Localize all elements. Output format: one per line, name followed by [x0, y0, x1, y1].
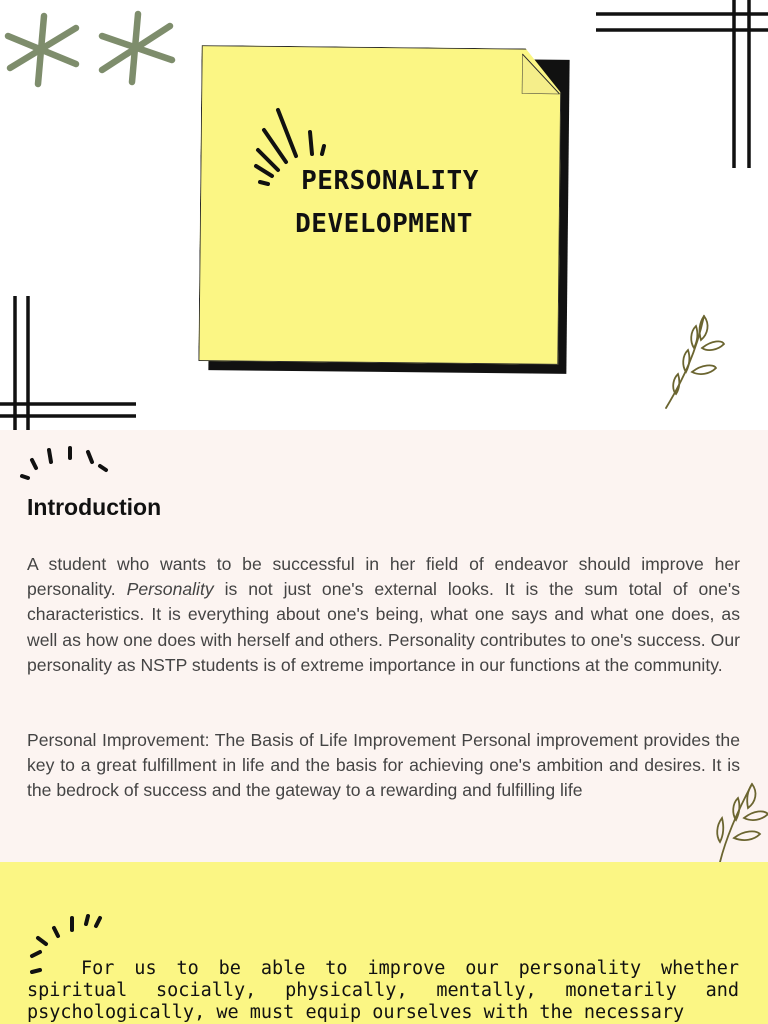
corner-lines-top-right	[590, 0, 768, 172]
bottom-paragraph: For us to be able to improve our personality whether spiritual socially, physically, mentally, monetarily and psychologically, we must equip ourselves with the necessary	[27, 958, 739, 1023]
leaf-sprig-icon	[660, 308, 730, 412]
intro-paragraph-1	[27, 552, 740, 678]
paragraph-text: is not just one's external looks. It is the sum total of one's characteristics. It is everything about one's being, what one says and what one does, as well as how one does with herself and others. Personality contributes to one's success. Our personality as NSTP students is of extreme importance in our functions at the community.	[27, 579, 741, 675]
note-folded-corner	[522, 54, 560, 94]
title-line-2: DEVELOPMENT	[295, 209, 473, 239]
intro-paragraph-2: Personal Improvement: The Basis of Life Improvement Personal improvement provides the key to a great fulfillment in life and the basis for achieving one's ambition and desires. It is the bedrock of success and the gateway to a rewarding and fulfilling life	[27, 730, 740, 801]
italic-term: Personality	[126, 579, 214, 600]
title-line-1: PERSONALITY	[301, 166, 479, 196]
sticky-note	[198, 45, 561, 365]
asterisk-icon	[0, 6, 180, 90]
introduction-heading: Introduction	[27, 494, 162, 520]
leaf-sprig-icon	[708, 778, 768, 864]
sunburst-icon	[16, 440, 116, 484]
corner-lines-bottom-left	[0, 292, 140, 432]
paragraph-text: A student who wants to be successful in her field of endeavor should improve her personality.	[27, 554, 740, 600]
header-section	[0, 0, 768, 430]
